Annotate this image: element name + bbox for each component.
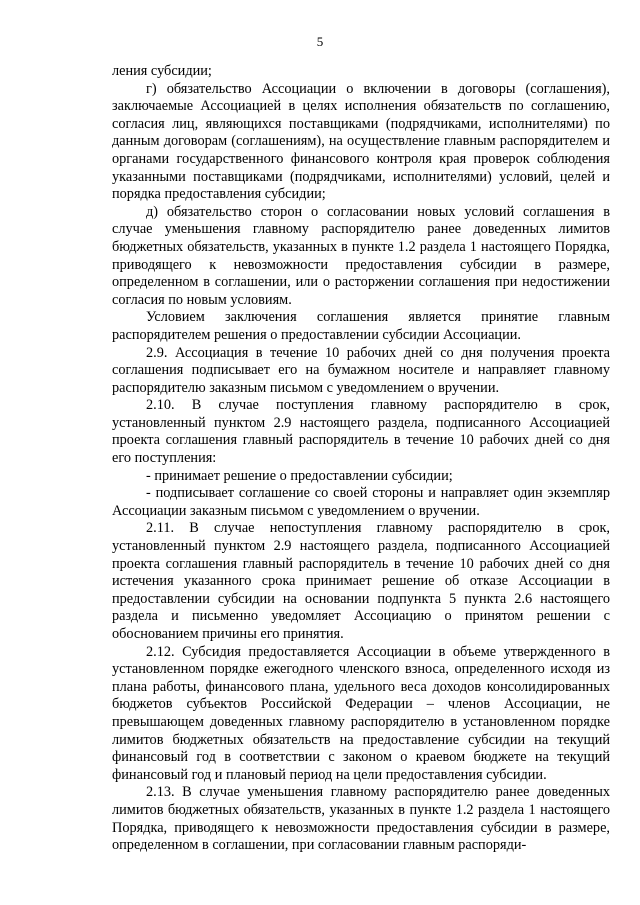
paragraph-2-11: 2.11. В случае непоступления главному распорядителю в срок, установленный пунктом 2.9 настоящего раздела, подписанного Ассоциацией проекта соглашения главный распорядитель в течение 10 рабочих дней со дня истечения указанного срока принимает решение об отказе Ассоциации в предоставлении субсидии на основании подпункта 5 пункта 2.6 настоящего раздела и письменно уведомляет Ассоциацию о принятом решении с обоснованием причины его принятия. xyxy=(112,520,610,642)
paragraph-2-10: 2.10. В случае поступления главному распорядителю в срок, установленный пунктом 2.9 настоящего раздела, подписанного Ассоциацией проекта соглашения главный распорядитель в течение 10 рабочих дней со дня его поступления: xyxy=(112,397,610,467)
paragraph-2-9: 2.9. Ассоциация в течение 10 рабочих дней со дня получения проекта соглашения подписывает его на бумажном носителе и направляет главному распорядителю заказным письмом с уведомлением о вручении. xyxy=(112,344,610,396)
page-number: 5 xyxy=(316,34,324,49)
paragraph-condition: Условием заключения соглашения является принятие главным распорядителем решения о предоставлении субсидии Ассоциации. xyxy=(112,309,610,343)
paragraph-item-g: г) обязательство Ассоциации о включении в договоры (соглашения), заключаемые Ассоциацией в целях исполнения обязательств по соглашению, согласия лиц, являющихся поставщиками (подрядчиками, исполнителями) по данным договорам (соглашениям), на осуществление главным распорядителем и органами государственного финансового контроля края проверок соблюдения указанными поставщиками (подрядчиками, исполнителями) условий, целей и порядка предоставления субсидии; xyxy=(112,80,610,203)
paragraph-2-10-bullet-1: - принимает решение о предоставлении субсидии; xyxy=(146,467,453,484)
paragraph-2-10-bullet-2: - подписывает соглашение со своей стороны и направляет один экземпляр Ассоциации заказным письмом с уведомлением о вручении. xyxy=(112,485,610,519)
paragraph-2-13: 2.13. В случае уменьшения главному распорядителю ранее доведенных лимитов бюджетных обязательств, указанных в пункте 1.2 раздела 1 настоящего Порядка, приводящего к невозможности предоставления субсидии в размере, определенном в соглашении, при согласовании главным распоряди- xyxy=(112,784,610,854)
paragraph-item-d: д) обязательство сторон о согласовании новых условий соглашения в случае уменьшения главному распорядителю ранее доведенных лимитов бюджетных обязательств, указанных в пункте 1.2 раздела 1 настоящего Порядка, приводящего к невозможности предоставления субсидии в размере, определенном в соглашении, или о расторжении соглашения при недостижении согласия по новым условиям. xyxy=(112,203,610,308)
paragraph-continuation: ления субсидии; xyxy=(112,63,212,79)
paragraph-2-12: 2.12. Субсидия предоставляется Ассоциации в объеме утвержденного в установленном порядке ежегодного членского взноса, определенного исходя из плана работы, финансового плана, удельного веса доходов консолидированных бюджетов субъектов Российской Федерации – членов Ассоциации, не превышающем доведенных главному распорядителю в установленном порядке лимитов бюджетных обязательств на предоставление субсидии на текущий финансовый год в соответствии с законом о краевом бюджете на текущий финансовый год и плановый период на цели предоставления субсидии. xyxy=(112,643,610,783)
document-body xyxy=(112,63,610,855)
